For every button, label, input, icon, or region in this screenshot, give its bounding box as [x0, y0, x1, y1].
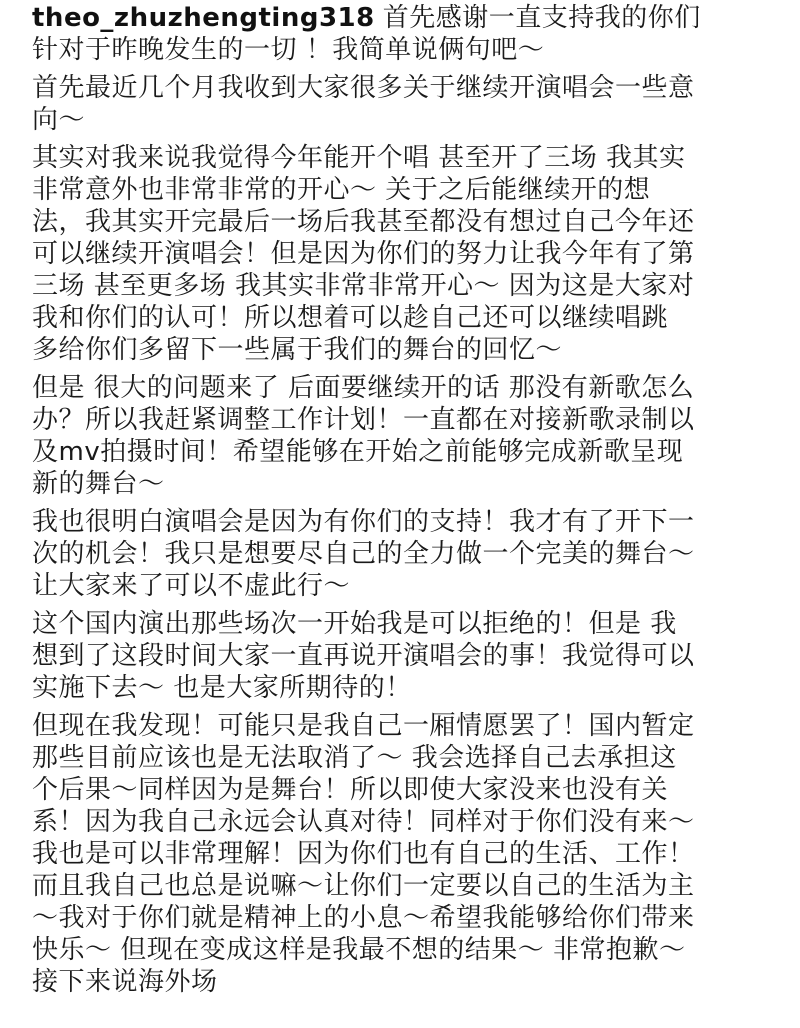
caption-line: 多给你们多留下一些属于我们的舞台的回忆～	[32, 335, 563, 365]
caption-line: 个后果～同样因为是舞台！所以即使大家没来也没有关	[32, 775, 669, 805]
caption-line: 想到了这段时间大家一直再说开演唱会的事！我觉得可以	[32, 641, 695, 671]
caption-line: 但是 很大的问题来了 后面要继续开的话 那没有新歌怎么	[32, 373, 695, 403]
caption-line	[32, 2, 790, 34]
caption-line: 可以继续开演唱会！但是因为你们的努力让我今年有了第	[32, 239, 695, 269]
caption-paragraph	[32, 2, 790, 66]
username-link[interactable]: theo_zhuzhengting318	[32, 3, 375, 33]
caption-line: 实施下去～ 也是大家所期待的！	[32, 673, 412, 703]
caption-line: 我和你们的认可！所以想着可以趁自己还可以继续唱跳	[32, 303, 669, 333]
caption-line: 三场 甚至更多场 我其实非常非常开心～ 因为这是大家对	[32, 271, 695, 301]
caption-line: 快乐～ 但现在变成这样是我最不想的结果～ 非常抱歉～	[32, 935, 686, 965]
caption-paragraph	[32, 72, 790, 136]
caption-line: 法，我其实开完最后一场后我甚至都没有想过自己今年还	[32, 207, 695, 237]
caption-line: 及mv拍摄时间！希望能够在开始之前能够完成新歌呈现	[32, 437, 684, 467]
caption-line: 但现在我发现！可能只是我自己一厢情愿罢了！国内暂定	[32, 711, 695, 741]
caption-text: 首先感谢一直支持我的你们	[382, 3, 701, 33]
caption-line: 这个国内演出那些场次一开始我是可以拒绝的！但是 我	[32, 609, 677, 639]
caption-line: 而且我自己也总是说嘛～让你们一定要以自己的生活为主	[32, 871, 695, 901]
caption-line: 系！因为我自己永远会认真对待！同样对于你们没有来～	[32, 807, 695, 837]
caption-line: 针对于昨晚发生的一切 ！我简单说俩句吧～	[32, 35, 545, 65]
caption-line: 我也是可以非常理解！因为你们也有自己的生活、工作！	[32, 839, 695, 869]
caption-line: 首先最近几个月我收到大家很多关于继续开演唱会一些意	[32, 73, 695, 103]
caption-line: 其实对我来说我觉得今年能开个唱 甚至开了三场 我其实	[32, 143, 686, 173]
caption-line: 次的机会！我只是想要尽自己的全力做一个完美的舞台～	[32, 539, 695, 569]
caption-line: 接下来说海外场	[32, 967, 218, 997]
caption-paragraph	[32, 506, 790, 602]
caption-line: ～我对于你们就是精神上的小息～希望我能够给你们带来	[32, 903, 695, 933]
caption-line: 向～	[32, 105, 86, 135]
caption-line: 新的舞台～	[32, 469, 165, 499]
caption-line: 让大家来了可以不虚此行～	[32, 571, 351, 601]
caption-line: 办？所以我赶紧调整工作计划！一直都在对接新歌录制以	[32, 405, 695, 435]
caption-line: 非常意外也非常非常的开心～ 关于之后能继续开的想	[32, 175, 651, 205]
caption-paragraph	[32, 608, 790, 704]
caption-paragraph	[32, 710, 790, 998]
caption-line: 我也很明白演唱会是因为有你们的支持！我才有了开下一	[32, 507, 695, 537]
caption-line: 那些目前应该也是无法取消了～ 我会选择自己去承担这	[32, 743, 677, 773]
caption-paragraph	[32, 142, 790, 366]
caption-paragraph	[32, 372, 790, 500]
